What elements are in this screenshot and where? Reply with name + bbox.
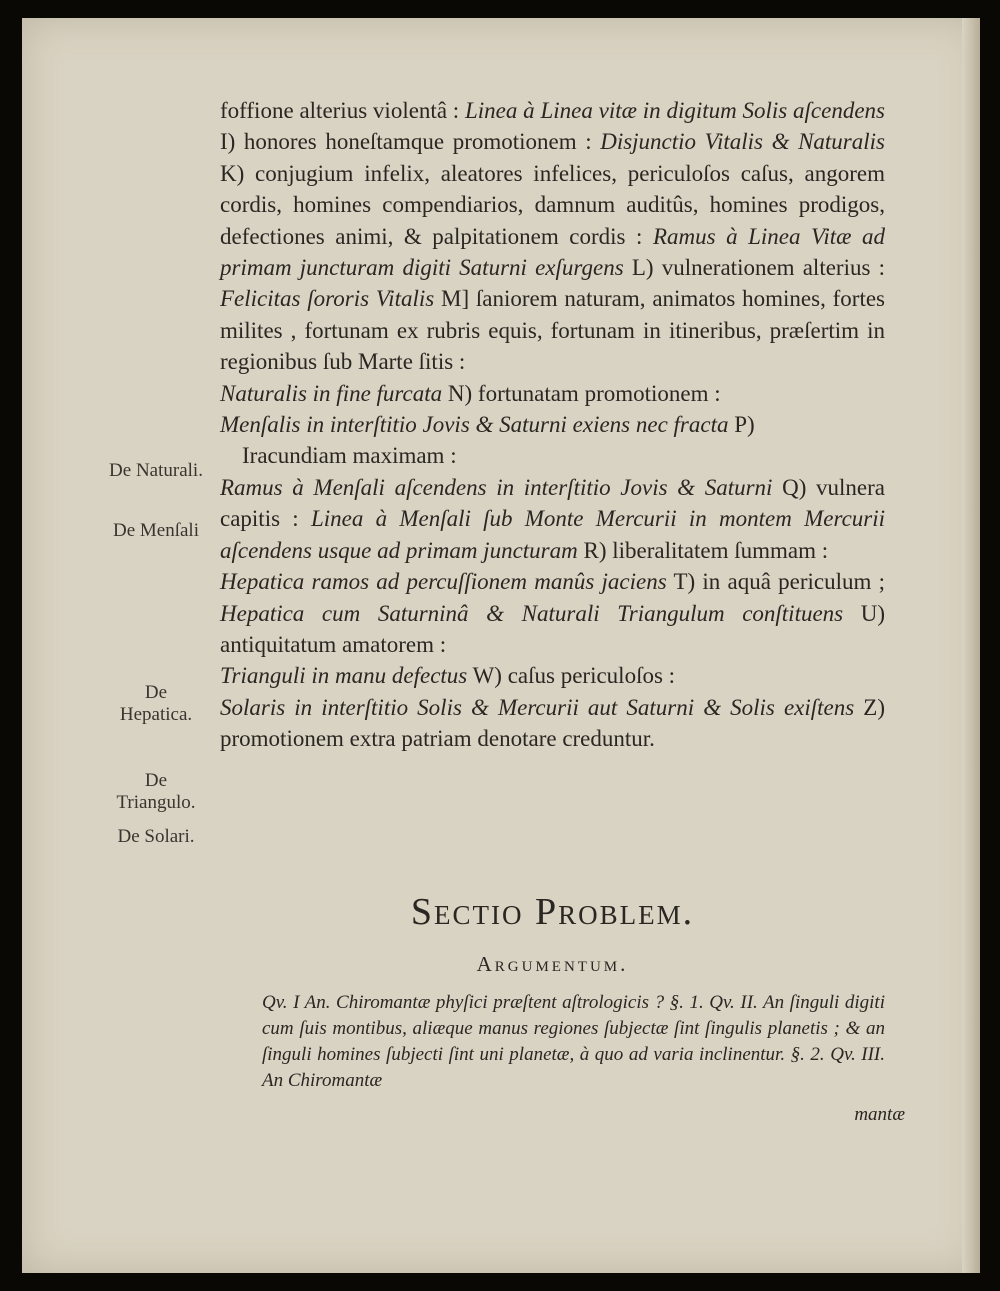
paragraph-1 bbox=[220, 95, 885, 378]
margin-note-solari: De Solari. bbox=[117, 826, 195, 847]
text-run: U) antiquitatum amatorem : bbox=[220, 600, 885, 657]
paragraph-3b: Iracundiam maximam : bbox=[242, 443, 457, 469]
argument-heading: Argumentum. bbox=[476, 952, 629, 976]
text-run: T) in aquâ periculum ; bbox=[666, 569, 885, 595]
paragraph-6 bbox=[220, 660, 885, 691]
text-run: K) conjugium infelix, aleatores infelices, periculoſos caſus, angorem cordis, homines compendiarios, damnum auditûs, homines prodigos, defectiones animi, & palpitationem cordis : bbox=[220, 160, 885, 249]
margin-note-naturali: De Naturali. bbox=[109, 460, 203, 481]
text-run: Linea à Menſali ſub Monte Mercurii in montem Mercurii aſcendens usque ad primam juncturam bbox=[220, 506, 886, 563]
text-run: Ramus à Linea Vitæ ad primam juncturam digiti Saturni exſurgens bbox=[220, 223, 886, 281]
text-run: Menſalis in interſtitio Jovis & Saturni exiens nec fracta bbox=[220, 412, 729, 438]
margin-note-triangulo: De Triangulo. bbox=[116, 770, 196, 813]
text-run: Hepatica ramos ad percuſſionem manûs jaciens bbox=[220, 569, 667, 595]
argument-text: Qv. I An. Chiromantæ phyſici præſtent aſtrologicis ? §. 1. Qv. II. An ſinguli digiti cum ſuis montibus, aliæque manus regiones ſubjectæ ſint ſingulis planetis ; & an ſinguli homines ſubjecti ſint uni planetæ, à quo ad varia inclinentur. §. 2. Qv. III. An Chiromantæ bbox=[262, 992, 885, 1091]
text-run: Solaris in interſtitio Solis & Mercurii aut Saturni & Solis exiſtens bbox=[220, 694, 855, 720]
text-run: Disjunctio Vitalis & Naturalis bbox=[600, 129, 885, 155]
text-run: foffione alterius violentâ : bbox=[220, 98, 465, 123]
text-run: N) fortunatam promotionem : bbox=[442, 380, 721, 406]
paragraph-4 bbox=[220, 472, 885, 566]
margin-note-mensali: De Menſali bbox=[112, 520, 199, 541]
catchword: mantæ bbox=[854, 1104, 905, 1125]
paragraph-2 bbox=[220, 378, 885, 409]
text-run: L) vulnerationem alterius : bbox=[623, 255, 885, 281]
text-run: Hepatica cum Saturninâ & Naturali Triangulum conſtituens bbox=[220, 600, 844, 626]
text-run: Q) vulnera capitis : bbox=[220, 474, 885, 532]
text-run: Ramus à Menſali aſcendens in interſtitio Jovis & Saturni bbox=[220, 474, 773, 500]
body-text bbox=[220, 95, 885, 755]
text-run: Felicitas ſororis Vitalis bbox=[220, 286, 435, 312]
text-run: Naturalis in fine furcata bbox=[220, 380, 443, 406]
text-run: Trianguli in manu defectus bbox=[220, 663, 468, 689]
text-run: M] ſaniorem naturam, animatos homines, fortes milites , fortunam ex rubris equis, fortunam in itineribus, præſertim in regionibus ſub Marte ſitis : bbox=[220, 286, 885, 375]
section-heading: Sectio Problem. bbox=[410, 891, 695, 933]
page-edge bbox=[962, 18, 980, 1273]
margin-note-hepatica: De Hepatica. bbox=[119, 682, 193, 725]
text-run: I) honores honeſtamque promotionem : bbox=[220, 129, 601, 155]
text-run: P) bbox=[728, 412, 755, 438]
paragraph-3 bbox=[220, 409, 885, 440]
text-run: Linea à Linea vitæ in digitum Solis aſcendens bbox=[465, 98, 885, 123]
text-run: W) caſus periculoſos : bbox=[467, 663, 676, 689]
paragraph-5 bbox=[220, 566, 885, 660]
text-run: Z) promotionem extra patriam denotare creduntur. bbox=[220, 694, 885, 752]
paragraph-7 bbox=[220, 692, 885, 755]
text-run: R) liberalitatem ſummam : bbox=[577, 537, 829, 563]
